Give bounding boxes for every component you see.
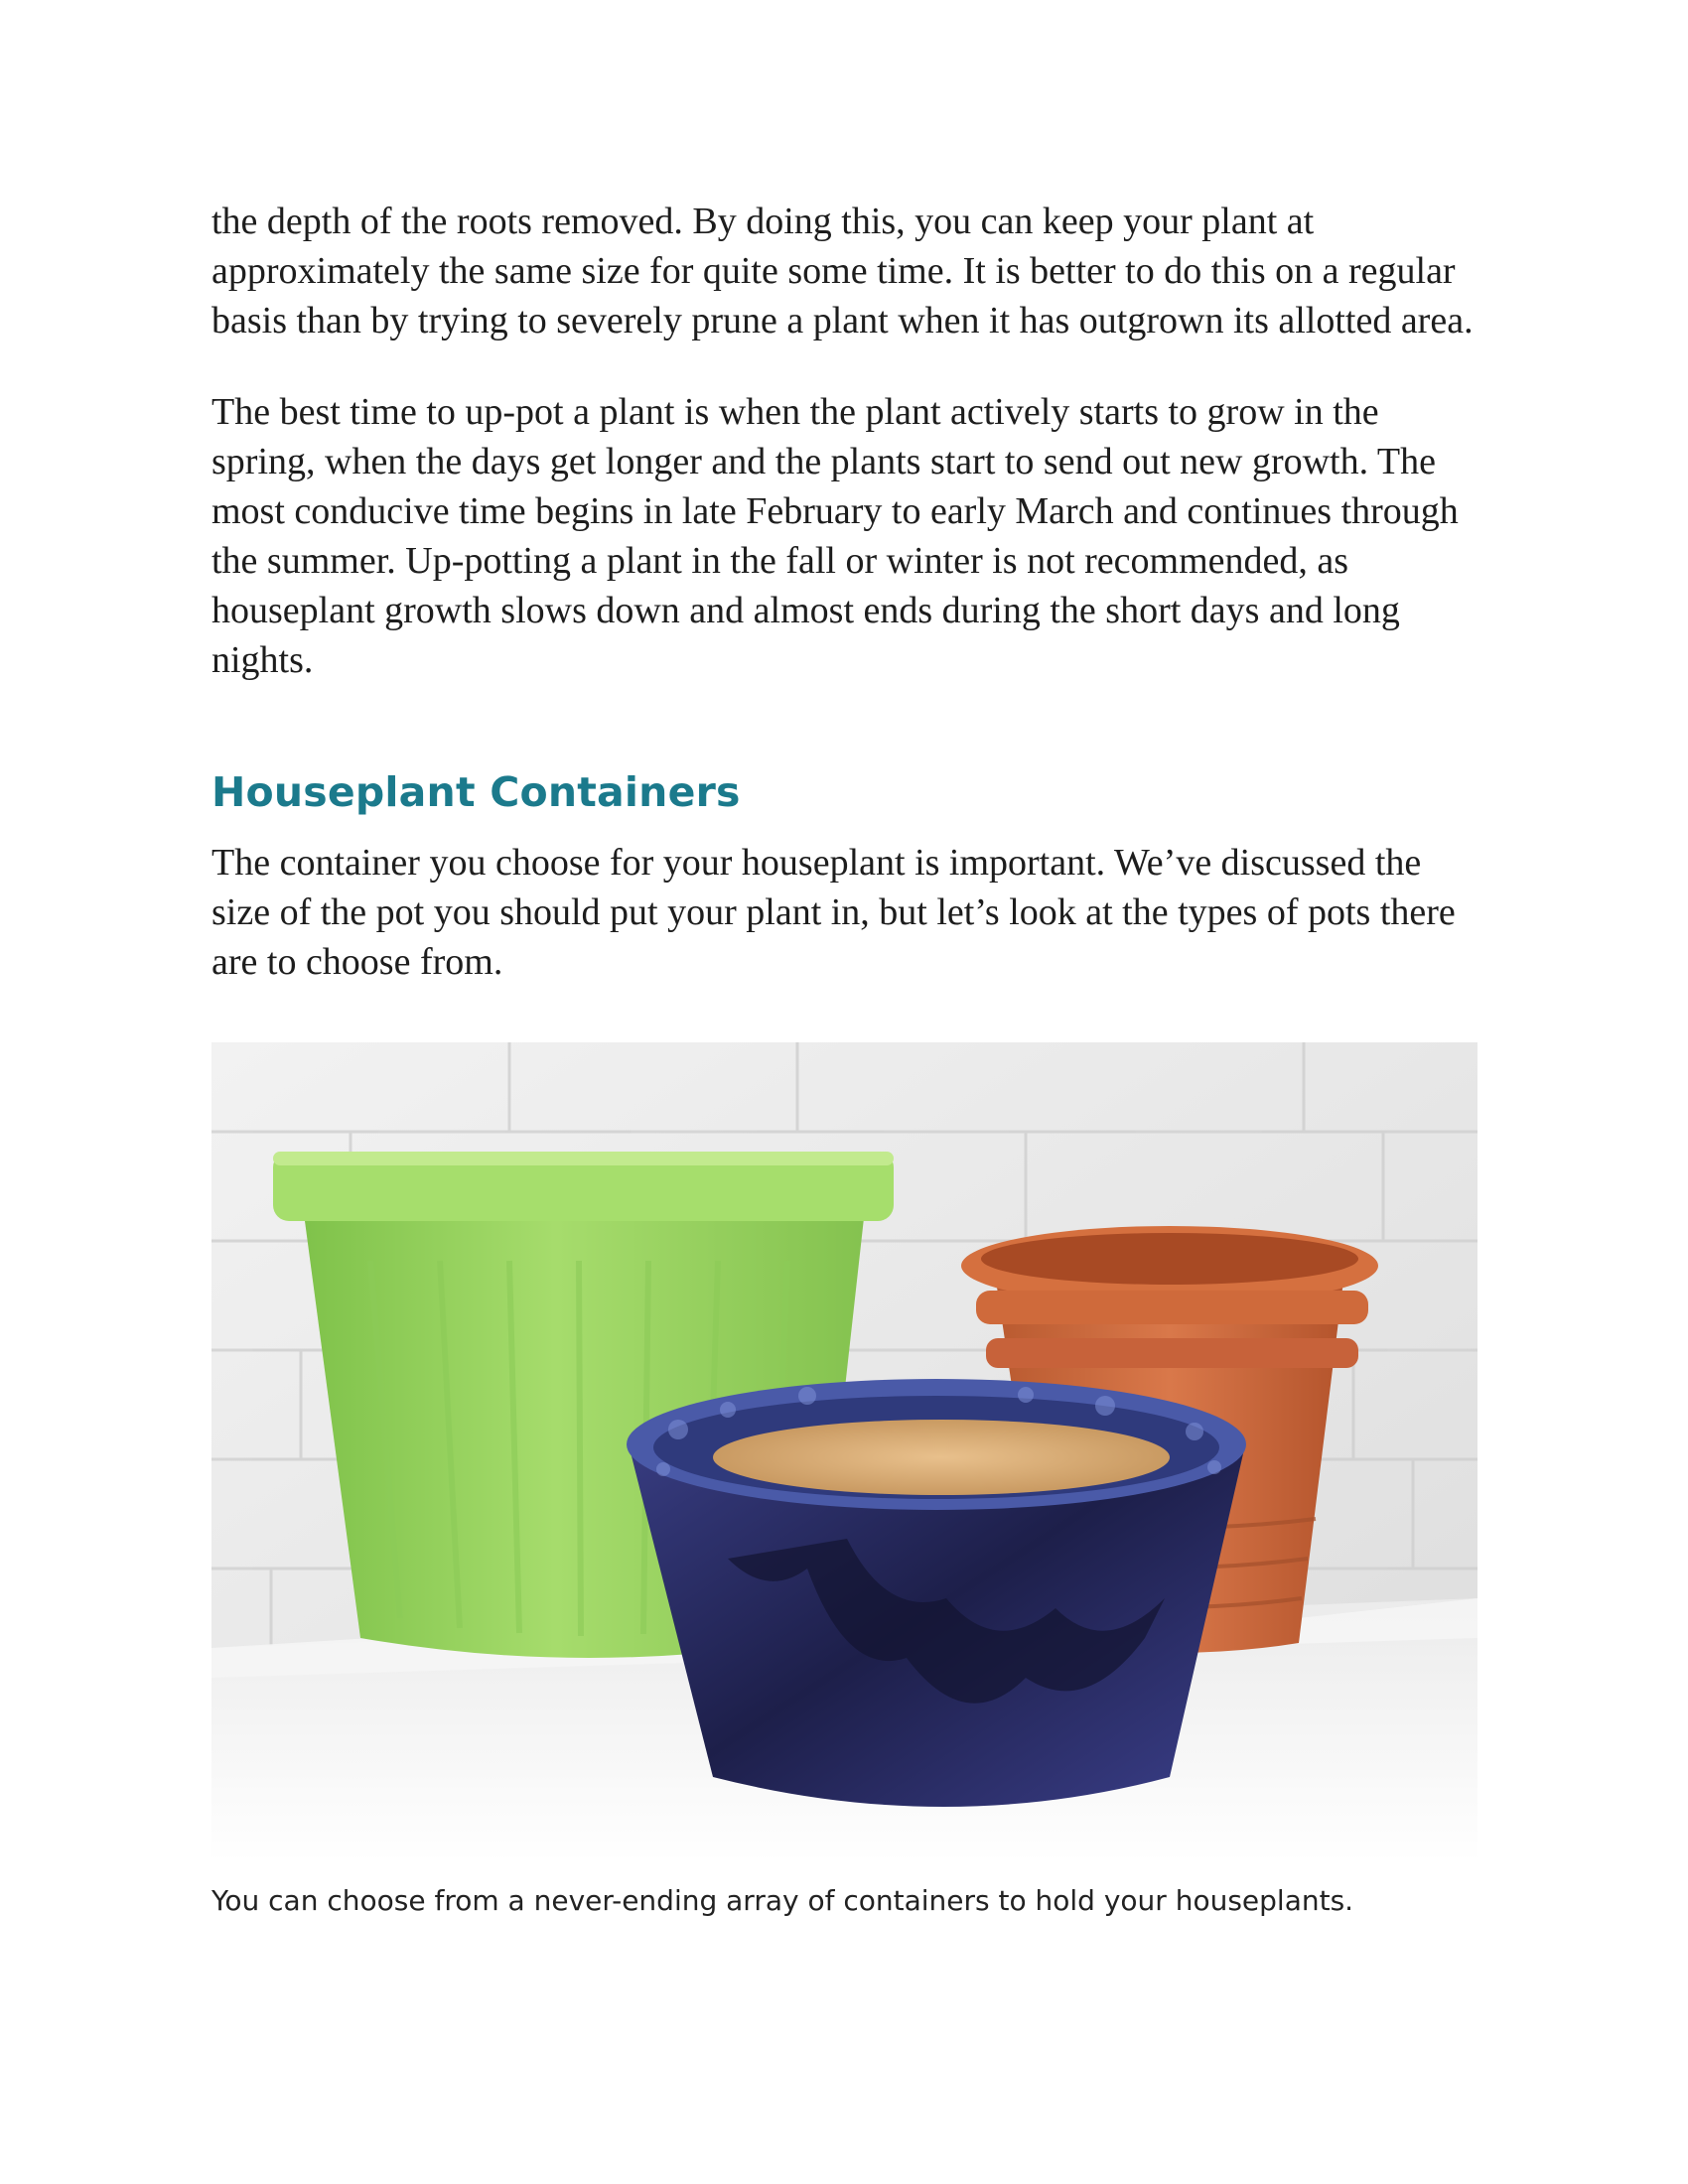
document-page [211,197,1482,1917]
paragraph-up-pot-timing: The best time to up-pot a plant is when the plant actively starts to grow in the spring, when the days get longer and the plants start to send out new growth. The most conducive time begins in late February to early March and continues through the summer. Up-potting a plant in the fall or winter is not recommended, as houseplant growth slows down and almost ends during the short days and long nights. [211,391,1459,681]
figure [211,1042,1477,1917]
pots-photo [211,1042,1477,1862]
paragraph-containers: The container you choose for your houseplant is important. We’ve discussed the size of the pot you should put your plant in, but let’s look at the types of pots there are to choose from. [211,842,1456,983]
figure-caption: You can choose from a never-ending array of containers to hold your houseplants. [211,1884,1354,1917]
paragraph-roots: the depth of the roots removed. By doing this, you can keep your plant at approximately the same size for quite some time. It is better to do this on a regular basis than by trying to severely prune a plant when it has outgrown its allotted area. [211,201,1474,341]
section-heading: Houseplant Containers [211,768,741,816]
blue-glazed-pot [627,1379,1246,1807]
